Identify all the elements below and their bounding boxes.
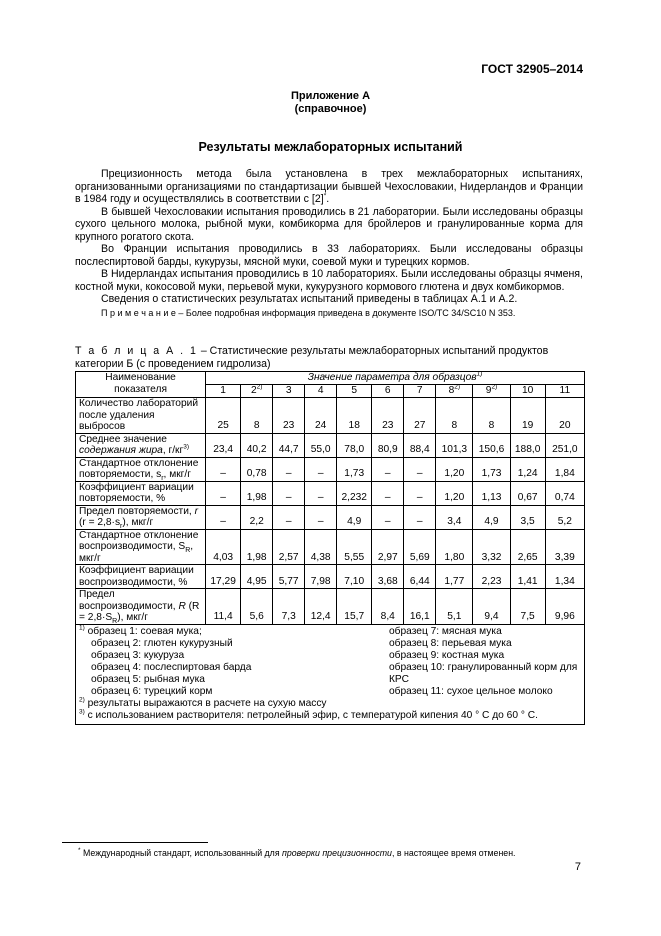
table-notes-row: [76, 624, 585, 724]
table-cell: –: [404, 481, 436, 505]
table-cell: 1,73: [337, 457, 372, 481]
table-cell: 1,20: [436, 481, 473, 505]
table-cell: –: [273, 457, 305, 481]
table-cell: 5,77: [273, 565, 305, 589]
table-cell: 25: [206, 398, 241, 434]
table-cell: 8: [473, 398, 510, 434]
column-number: 6: [372, 384, 404, 398]
column-number: 10: [510, 384, 545, 398]
table-cell: 2,232: [337, 481, 372, 505]
table-cell: 1,34: [545, 565, 584, 589]
table-footnote-3: $^{3)}$ с использованием растворителя: петролейный эфир, с температурой кипения 40 ° С до 60 ° С.: [79, 708, 538, 721]
note: П р и м е ч а н и е – Более подробная информация приведена в документе ISO/TC 34/SC10 N 353.: [101, 307, 516, 318]
table-caption: Т а б л и ц а А . 1 – Статистические результаты межлабораторных испытаний продуктов категории Б (с проведением гидролиза): [75, 345, 549, 370]
paragraph: Сведения о статистических результатах испытаний приведены в таблицах А.1 и А.2.: [101, 293, 518, 305]
standard-number: ГОСТ 32905–2014: [481, 62, 583, 76]
table-cell: 4,03: [206, 529, 241, 565]
table-cell: 0,67: [510, 481, 545, 505]
column-number: 8$^{2)}$: [436, 384, 473, 398]
table-cell: 8: [241, 398, 273, 434]
table-cell: 1,80: [436, 529, 473, 565]
table-cell: 12,4: [305, 589, 337, 625]
table-cell: 1,77: [436, 565, 473, 589]
column-number: 3: [273, 384, 305, 398]
table-cell: 24: [305, 398, 337, 434]
table-cell: 19: [510, 398, 545, 434]
table-cell: 3,39: [545, 529, 584, 565]
table-cell: 7,3: [273, 589, 305, 625]
table-row: Коэффициент вариации повторяемости, % – 1,98 – – 2,232 – – 1,20 1,13 0,67 0,74: [76, 481, 585, 505]
table-cell: –: [404, 505, 436, 529]
column-number: 11: [545, 384, 584, 398]
table-row: Количество лабораторий после удаления выбросов 25 8 23 24 18 23 27 8 8 19 20: [76, 398, 585, 434]
table-cell: –: [206, 481, 241, 505]
table-cell: 18: [337, 398, 372, 434]
table-cell: 23: [273, 398, 305, 434]
table-cell: 15,7: [337, 589, 372, 625]
table-cell: 1,98: [241, 481, 273, 505]
table-cell: –: [206, 457, 241, 481]
table-cell: 4,9: [473, 505, 510, 529]
appendix-subtitle: (справочное): [294, 103, 367, 115]
table-header-row: [76, 372, 585, 385]
table-cell: –: [372, 505, 404, 529]
table-cell: 2,2: [241, 505, 273, 529]
table-cell: –: [372, 457, 404, 481]
table-cell: 1,24: [510, 457, 545, 481]
table-cell: 11,4: [206, 589, 241, 625]
table-cell: 16,1: [404, 589, 436, 625]
table-cell: 6,44: [404, 565, 436, 589]
table-row: Предел повторяемости, r $(r = 2,8\cdot s_r)$, мкг/г – 2,2 – – 4,9 – – 3,4 4,9 3,5 5,2: [76, 505, 585, 529]
section-title: Результаты межлабораторных испытаний: [198, 140, 463, 154]
table-cell: 44,7: [273, 433, 305, 457]
footnote-divider: [62, 842, 208, 843]
table-cell: –: [273, 505, 305, 529]
table-cell: 5,1: [436, 589, 473, 625]
table-cell: 5,69: [404, 529, 436, 565]
table-cell: 3,68: [372, 565, 404, 589]
table-cell: 101,3: [436, 433, 473, 457]
table-cell: 1,41: [510, 565, 545, 589]
table-cell: 2,97: [372, 529, 404, 565]
table-cell: 1,98: [241, 529, 273, 565]
column-number: 9$^{2)}$: [473, 384, 510, 398]
table-cell: 0,74: [545, 481, 584, 505]
paragraph: Прецизионность метода была установлена в трех межлабораторных испытаниях, организованными организациями по стандартизации бывшей Чехословакии, Нидерландов и Франции в 1984 году и осуществлялись в соответствии с [2]*.: [75, 168, 583, 205]
table-cell: 88,4: [404, 433, 436, 457]
table-cell: 9,4: [473, 589, 510, 625]
table-cell: 8,4: [372, 589, 404, 625]
table-cell: 4,38: [305, 529, 337, 565]
column-number: 5: [337, 384, 372, 398]
table-cell: 188,0: [510, 433, 545, 457]
samples-right: образец 7: мясная мука образец 8: перьевая мука образец 9: костная мука образец 10: гранулированный корм для КРС образец 11: сухое цельное молоко: [389, 625, 578, 697]
table-row: Стандартное отклонение повторяемости, $s_r$, мкг/г – 0,78 – – 1,73 – – 1,20 1,73 1,24 1,84: [76, 457, 585, 481]
header-values: Значение параметра для образцов$^{1)}$: [206, 372, 585, 385]
note-label: П р и м е ч а н и е: [101, 307, 176, 318]
table-cell: 23: [372, 398, 404, 434]
table-cell: 1,73: [473, 457, 510, 481]
table-row: Коэффициент вариации воспроизводимости, % 17,29 4,95 5,77 7,98 7,10 3,68 6,44 1,77 2,23 1,41 1,34: [76, 565, 585, 589]
table-cell: 251,0: [545, 433, 584, 457]
paragraph: В Нидерландах испытания проводились в 10 лабораториях. Были исследованы образцы ячменя, костной муки, кокосовой муки, перьевой муки, кукурузного кормового глютена и двух комбикормов.: [75, 268, 583, 293]
appendix-title: Приложение А: [290, 90, 371, 102]
table-cell: 2,57: [273, 529, 305, 565]
table-row: Предел воспроизводимости, R $(R = 2,8\cdot S_R)$, мкг/г 11,4 5,6 7,3 12,4 15,7 8,4 16,1 5,1 9,4 7,5 9,96: [76, 589, 585, 625]
table-notes: [76, 624, 585, 724]
table-cell: 0,78: [241, 457, 273, 481]
table-cell: 5,6: [241, 589, 273, 625]
header-indicator: Наименование показателя: [76, 372, 206, 398]
table-cell: 7,5: [510, 589, 545, 625]
table-cell: 27: [404, 398, 436, 434]
table-cell: 2,65: [510, 529, 545, 565]
table-row: Стандартное отклонение воспроизводимости, $S_R$, мкг/г 4,03 1,98 2,57 4,38 5,55 2,97 5,69 1,80 3,32 2,65 3,39: [76, 529, 585, 565]
table-cell: 55,0: [305, 433, 337, 457]
table-cell: –: [404, 457, 436, 481]
table-cell: 1,13: [473, 481, 510, 505]
table-cell: 4,9: [337, 505, 372, 529]
table-cell: –: [206, 505, 241, 529]
table-cell: 3,5: [510, 505, 545, 529]
page-footnote: * Международный стандарт, использованный для проверки прецизионности, в настоящее время отменен.: [78, 847, 516, 858]
table-cell: 17,29: [206, 565, 241, 589]
results-table: [75, 371, 585, 725]
body-text: [75, 168, 583, 319]
table-cell: 4,95: [241, 565, 273, 589]
column-number: 7: [404, 384, 436, 398]
paragraph: Во Франции испытания проводились в 33 лабораториях. Были исследованы образцы послеспиртовой барды, кукурузы, мясной муки, соевой муки и турецких кормов.: [75, 243, 583, 268]
samples-left: $^{1)}$ образец 1: соевая мука; образец 2: глютен кукурузный образец 3: кукуруза образец 4: послеспиртовая барда образец 5: рыбная мука образец 6: турецкий корм: [79, 624, 252, 697]
column-number: 2$^{2)}$: [241, 384, 273, 398]
table-cell: 1,20: [436, 457, 473, 481]
table-cell: 3,32: [473, 529, 510, 565]
paragraph: В бывшей Чехословакии испытания проводились в 21 лаборатории. Были исследованы образцы сухого цельного молока, рыбной муки, комбикорма для бройлеров и гранулированные корма для крупного рогатого скота.: [75, 205, 583, 243]
table-cell: 7,98: [305, 565, 337, 589]
column-number: 1: [206, 384, 241, 398]
table-cell: 23,4: [206, 433, 241, 457]
table-cell: 7,10: [337, 565, 372, 589]
table-cell: –: [305, 457, 337, 481]
table-cell: –: [305, 481, 337, 505]
table-cell: 8: [436, 398, 473, 434]
table-cell: 3,4: [436, 505, 473, 529]
table-cell: 78,0: [337, 433, 372, 457]
table-cell: 1,84: [545, 457, 584, 481]
table-cell: 5,55: [337, 529, 372, 565]
table-cell: 2,23: [473, 565, 510, 589]
column-number: 4: [305, 384, 337, 398]
table-cell: 9,96: [545, 589, 584, 625]
table-cell: –: [372, 481, 404, 505]
table-footnote-2: $^{2)}$ результаты выражаются в расчете на сухую массу: [79, 696, 327, 709]
table-row: Среднее значение содержания жира, $г/кг^{3)}$ 23,4 40,2 44,7 55,0 78,0 80,9 88,4 101,3 150,6 188,0 251,0: [76, 433, 585, 457]
page-number: 7: [574, 861, 581, 873]
table-cell: 40,2: [241, 433, 273, 457]
table-cell: 5,2: [545, 505, 584, 529]
table-cell: 150,6: [473, 433, 510, 457]
appendix-heading: [0, 90, 661, 116]
table-cell: –: [305, 505, 337, 529]
table-cell: 80,9: [372, 433, 404, 457]
table-cell: 20: [545, 398, 584, 434]
table-cell: –: [273, 481, 305, 505]
